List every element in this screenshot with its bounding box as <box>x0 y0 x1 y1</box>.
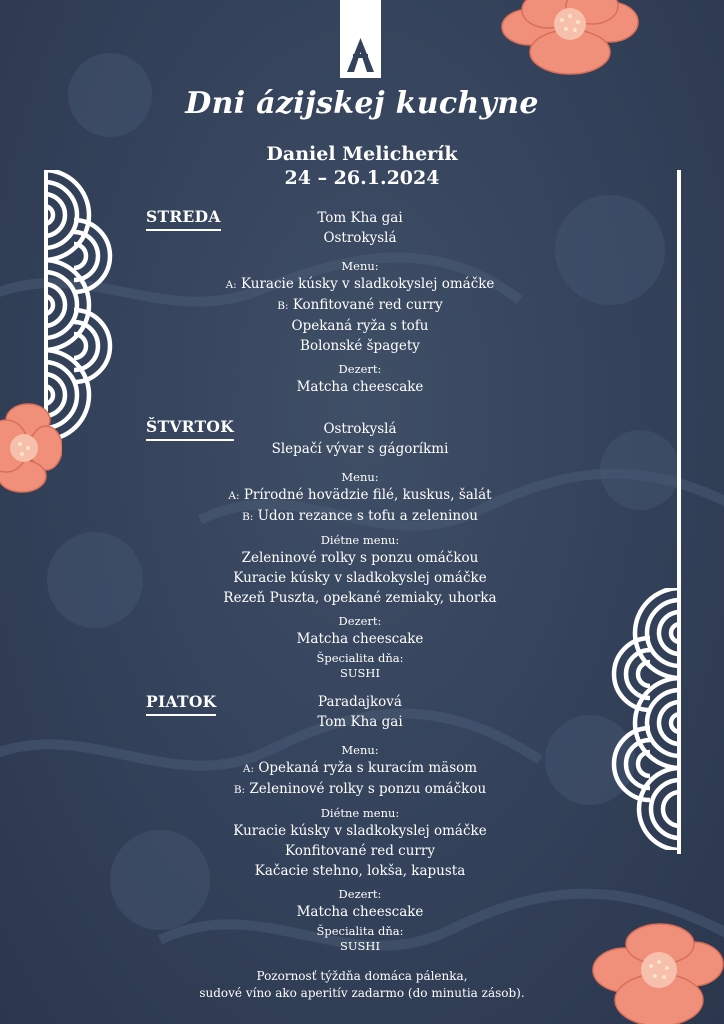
soup-item: Slepačí vývar s gágoríkmi <box>271 441 449 457</box>
soup-item: Ostrokyslá <box>323 230 397 246</box>
menu-item: A: Prírodné hovädzie filé, kuskus, šalát <box>228 487 492 503</box>
special-item: SUSHI <box>339 939 381 953</box>
day-title-streda: STREDA <box>146 208 221 231</box>
diet-item: Kuracie kúsky v sladkokyslej omáčke <box>233 570 487 586</box>
right-wave-ornament <box>606 588 682 850</box>
eagle-icon <box>346 36 375 74</box>
soup-item: Tom Kha gai <box>317 210 403 226</box>
diet-item: Konfitované red curry <box>285 843 435 859</box>
diet-label: Diétne menu: <box>320 806 400 820</box>
footer-line: Pozornosť týždňa domáca pálenka, <box>256 969 468 983</box>
diet-item: Kačacie stehno, lokša, kapusta <box>254 863 466 879</box>
dessert-item: Matcha cheescake <box>296 379 424 395</box>
menu-item: B: Zeleninové rolky s ponzu omáčkou <box>233 781 487 797</box>
soup-item: Paradajková <box>318 694 402 710</box>
dessert-label: Dezert: <box>338 887 382 901</box>
footer-line: sudové víno ako aperitív zadarmo (do minutia zásob). <box>199 986 525 1000</box>
menu-item: A: Kuracie kúsky v sladkokyslej omáčke <box>225 276 495 292</box>
footer-note <box>0 968 724 1002</box>
menu-item: B: Udon rezance s tofu a zeleninou <box>242 508 478 524</box>
event-dates: 24 – 26.1.2024 <box>284 167 440 189</box>
page-title: Dni ázijskej kuchyne <box>185 86 539 121</box>
logo-icon <box>340 0 381 78</box>
menu-item: A: Opekaná ryža s kuracím mäsom <box>242 760 478 776</box>
menu-piatok <box>160 692 560 954</box>
peony-flower-top <box>500 0 640 82</box>
dessert-label: Dezert: <box>338 362 382 376</box>
diet-item: Kuracie kúsky v sladkokyslej omáčke <box>233 823 487 839</box>
menu-label: Menu: <box>341 743 379 757</box>
diet-item: Rezeň Puszta, opekané zemiaky, uhorka <box>223 590 497 606</box>
special-item: SUSHI <box>339 666 381 680</box>
diet-label: Diétne menu: <box>320 533 400 547</box>
special-label: Špecialita dňa: <box>316 924 404 938</box>
day-title-stvrtok: ŠTVRTOK <box>146 418 234 441</box>
day-title-piatok: PIATOK <box>146 693 216 716</box>
peony-flower-left <box>0 398 62 496</box>
dessert-item: Matcha cheescake <box>296 631 424 647</box>
menu-stvrtok <box>160 419 560 681</box>
menu-streda <box>160 208 560 397</box>
menu-label: Menu: <box>341 259 379 273</box>
soup-item: Ostrokyslá <box>323 421 397 437</box>
chef-name: Daniel Melicherík <box>266 143 458 165</box>
menu-item: Bolonské špagety <box>300 338 420 354</box>
dessert-item: Matcha cheescake <box>296 904 424 920</box>
menu-label: Menu: <box>341 470 379 484</box>
diet-item: Zeleninové rolky s ponzu omáčkou <box>241 550 479 566</box>
menu-item: B: Konfitované red curry <box>277 297 443 313</box>
dessert-label: Dezert: <box>338 614 382 628</box>
soup-item: Tom Kha gai <box>317 714 403 730</box>
special-label: Špecialita dňa: <box>316 651 404 665</box>
menu-item: Opekaná ryža s tofu <box>291 318 429 334</box>
